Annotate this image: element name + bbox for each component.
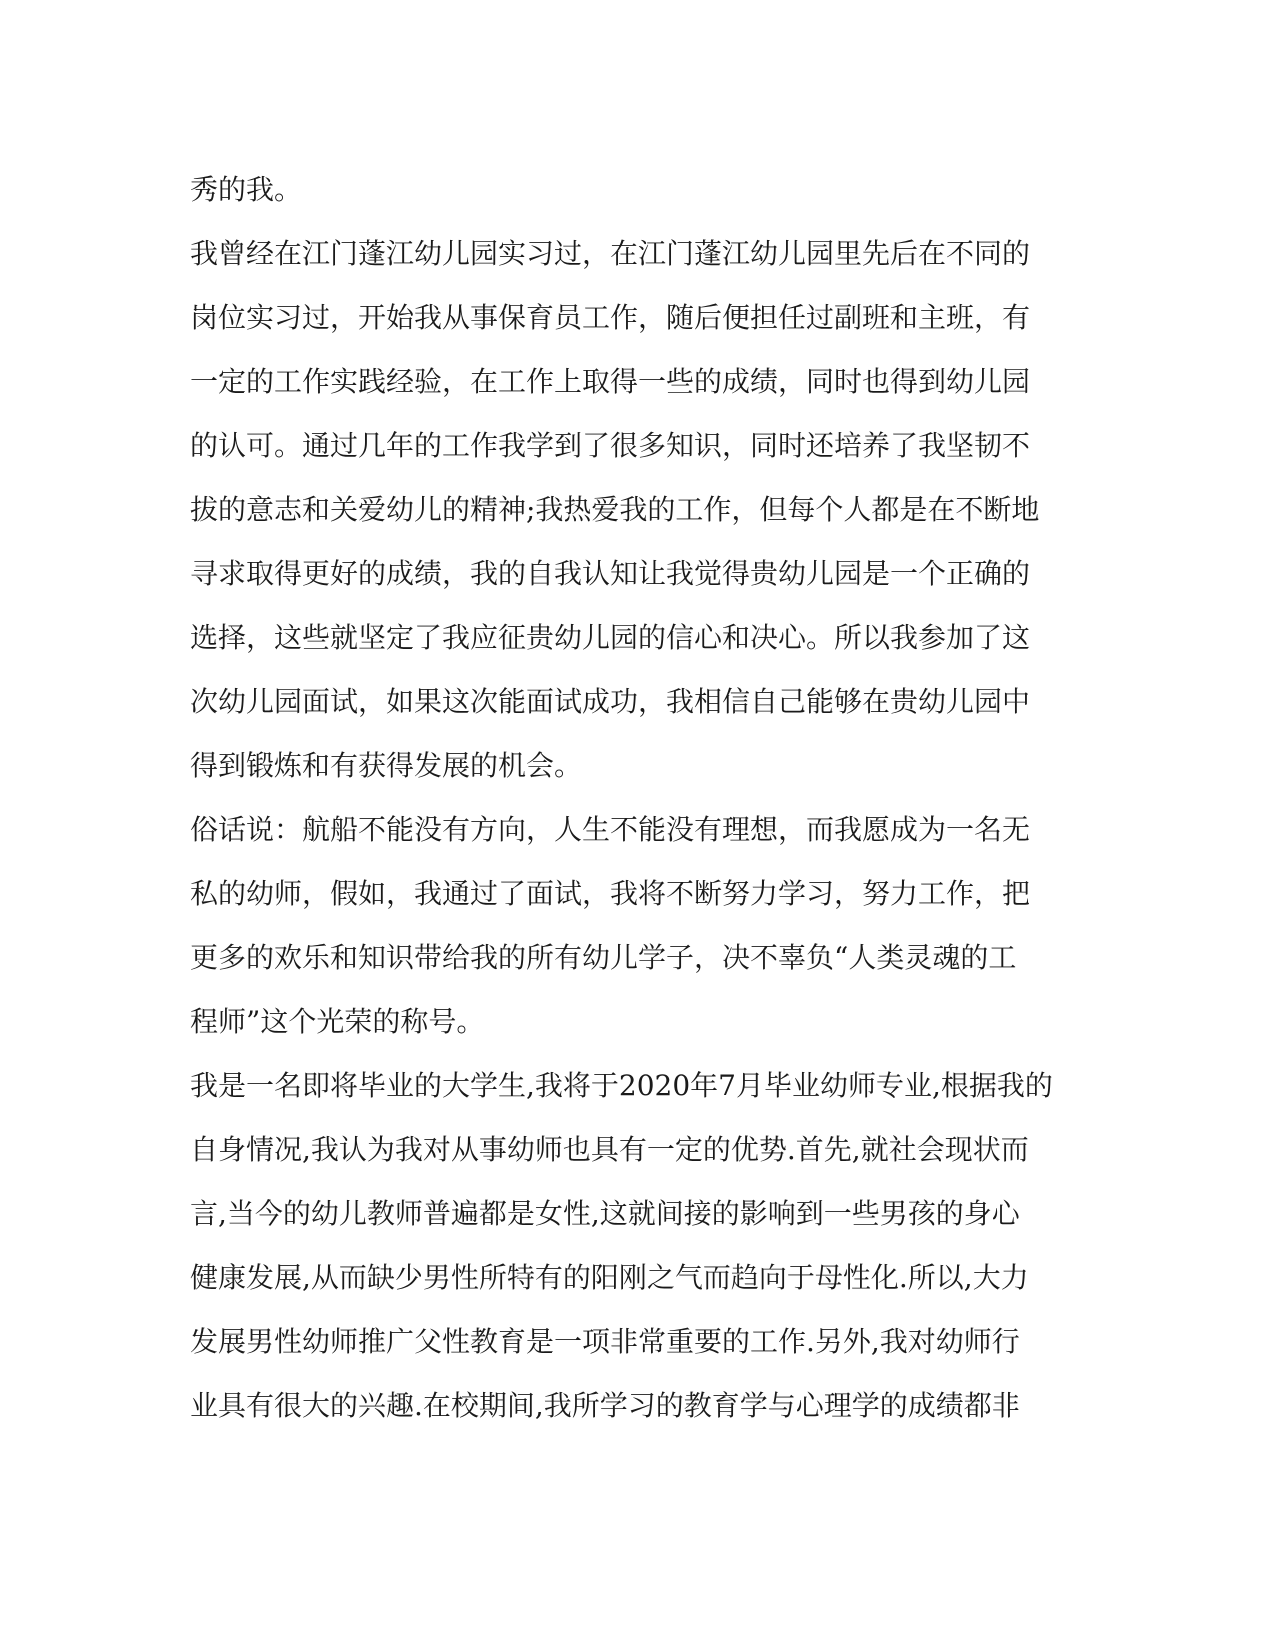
text-line: 次幼儿园面试，如果这次能面试成功，我相信自己能够在贵幼儿园中 (190, 685, 1031, 718)
text-line: 的认可。通过几年的工作我学到了很多知识，同时还培养了我坚韧不 (190, 429, 1031, 462)
text-line: 我是一名即将毕业的大学生,我将于2020年7月毕业幼师专业,根据我的 (190, 1069, 1053, 1102)
text-line: 更多的欢乐和知识带给我的所有幼儿学子，决不辜负“人类灵魂的工 (190, 941, 1017, 974)
text-line: 秀的我。 (190, 173, 303, 206)
text-line: 自身情况,我认为我对从事幼师也具有一定的优势.首先,就社会现状而 (190, 1133, 1029, 1166)
text-line: 业具有很大的兴趣.在校期间,我所学习的教育学与心理学的成绩都非 (190, 1389, 1020, 1422)
text-line: 寻求取得更好的成绩，我的自我认知让我觉得贵幼儿园是一个正确的 (190, 557, 1031, 590)
text-line: 俗话说：航船不能没有方向，人生不能没有理想，而我愿成为一名无 (190, 813, 1031, 846)
text-line: 言,当今的幼儿教师普遍都是女性,这就间接的影响到一些男孩的身心 (190, 1197, 1020, 1230)
text-line: 岗位实习过，开始我从事保育员工作，随后便担任过副班和主班，有 (190, 301, 1031, 334)
text-line: 程师”这个光荣的称号。 (190, 1005, 485, 1038)
document-body (190, 158, 1070, 1438)
text-line: 健康发展,从而缺少男性所特有的阳刚之气而趋向于母性化.所以,大力 (190, 1261, 1029, 1294)
text-line: 选择，这些就坚定了我应征贵幼儿园的信心和决心。所以我参加了这 (190, 621, 1031, 654)
text-line: 我曾经在江门蓬江幼儿园实习过，在江门蓬江幼儿园里先后在不同的 (190, 237, 1031, 270)
text-line: 私的幼师，假如，我通过了面试，我将不断努力学习，努力工作，把 (190, 877, 1031, 910)
text-line: 得到锻炼和有获得发展的机会。 (190, 749, 583, 782)
text-line: 发展男性幼师推广父性教育是一项非常重要的工作.另外,我对幼师行 (190, 1325, 1020, 1358)
text-line: 一定的工作实践经验，在工作上取得一些的成绩，同时也得到幼儿园 (190, 365, 1031, 398)
text-line: 拔的意志和关爱幼儿的精神;我热爱我的工作，但每个人都是在不断地 (190, 493, 1040, 526)
